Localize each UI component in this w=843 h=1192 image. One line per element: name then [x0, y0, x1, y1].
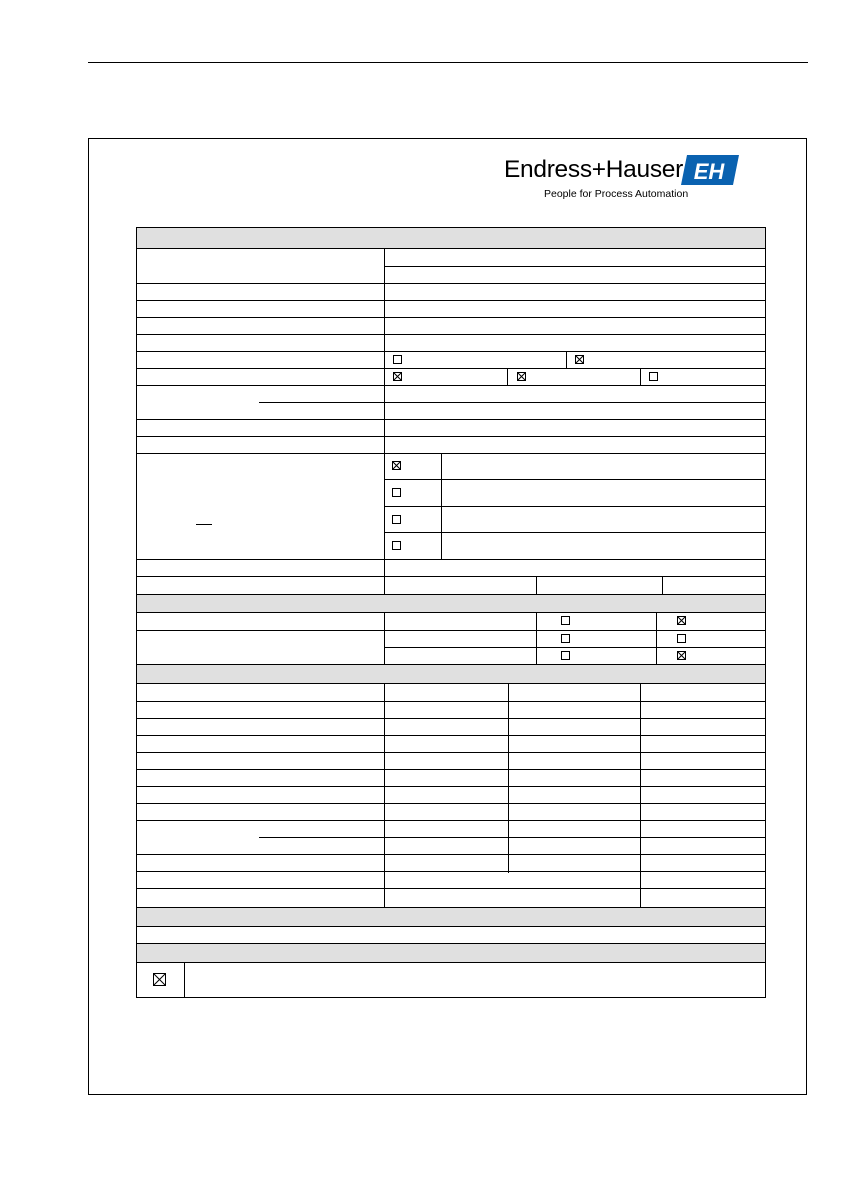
- checkbox-unchecked-icon[interactable]: [561, 634, 570, 643]
- data-sheet-form: [136, 227, 766, 998]
- section-header-3: [137, 664, 765, 683]
- svg-text:EH: EH: [693, 159, 725, 184]
- checkbox-checked-icon[interactable]: [153, 973, 166, 986]
- checkbox-checked-icon[interactable]: [677, 651, 686, 660]
- checkbox-checked-icon[interactable]: [677, 616, 686, 625]
- eh-logo-icon: [681, 155, 739, 185]
- section-header-5: [137, 943, 765, 962]
- checkbox-unchecked-icon[interactable]: [561, 616, 570, 625]
- checkbox-unchecked-icon[interactable]: [393, 355, 402, 364]
- section-header-1: [137, 228, 765, 248]
- logo-name: Endress+Hauser: [504, 156, 683, 183]
- checkbox-unchecked-icon[interactable]: [392, 541, 401, 550]
- logo-tagline: People for Process Automation: [544, 188, 689, 200]
- checkbox-checked-icon[interactable]: [517, 372, 526, 381]
- checkbox-unchecked-icon[interactable]: [561, 651, 570, 660]
- header-rule: [88, 62, 808, 63]
- checkbox-checked-icon[interactable]: [575, 355, 584, 364]
- section-header-4: [137, 907, 765, 926]
- checkbox-unchecked-icon[interactable]: [392, 488, 401, 497]
- company-logo: [504, 152, 744, 204]
- checkbox-unchecked-icon[interactable]: [677, 634, 686, 643]
- checkbox-checked-icon[interactable]: [393, 372, 402, 381]
- checkbox-unchecked-icon[interactable]: [392, 515, 401, 524]
- checkbox-checked-icon[interactable]: [392, 461, 401, 470]
- section-header-2: [137, 594, 765, 612]
- checkbox-unchecked-icon[interactable]: [649, 372, 658, 381]
